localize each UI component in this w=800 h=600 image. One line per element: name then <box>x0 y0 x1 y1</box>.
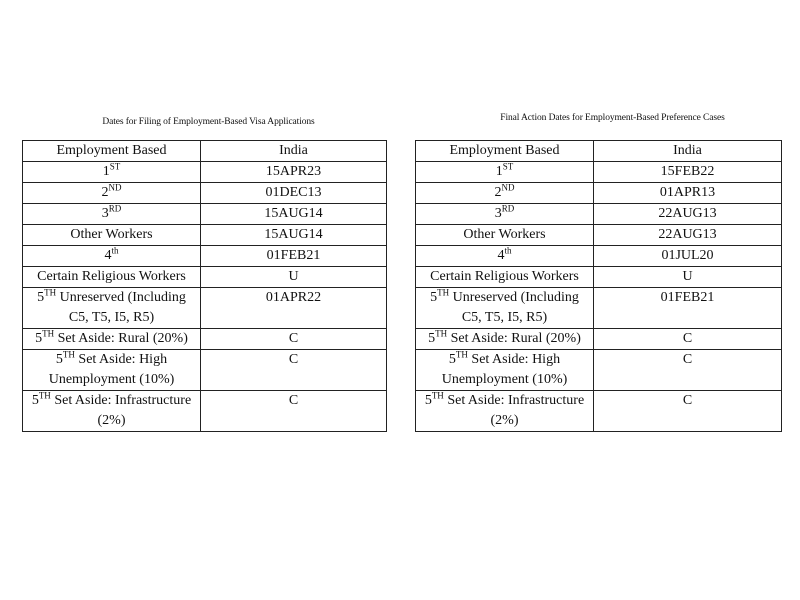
table-header-row <box>416 141 782 162</box>
category-cell <box>416 204 594 225</box>
column-header-country: India <box>201 141 387 162</box>
category-label: Other Workers <box>70 227 153 242</box>
category-label: 5 <box>31 393 39 408</box>
category-cell <box>23 246 201 267</box>
table-row <box>23 329 387 350</box>
category-label: Certain Religious Workers <box>430 269 579 284</box>
date-cell: 01FEB21 <box>201 246 387 267</box>
category-cell <box>23 288 201 329</box>
table-row <box>416 267 782 288</box>
filing-dates-panel <box>22 116 387 432</box>
table-header-row <box>23 141 387 162</box>
table-row <box>416 225 782 246</box>
category-cell <box>23 350 201 391</box>
category-label-rest: Set Aside: Rural (20%) <box>447 331 581 346</box>
date-cell: C <box>594 350 782 391</box>
category-cell <box>416 267 594 288</box>
final-action-panel <box>415 112 782 432</box>
table-row <box>416 204 782 225</box>
date-cell: 22AUG13 <box>594 225 782 246</box>
category-label: 3 <box>494 206 502 221</box>
date-cell: C <box>201 391 387 432</box>
date-cell: 01APR13 <box>594 183 782 204</box>
category-label: 3 <box>101 206 109 221</box>
category-cell <box>23 391 201 432</box>
category-label: 5 <box>448 352 456 367</box>
category-cell <box>416 246 594 267</box>
category-cell <box>416 162 594 183</box>
table-row <box>23 288 387 329</box>
category-cell <box>416 183 594 204</box>
table-row <box>23 246 387 267</box>
category-label: 5 <box>35 331 43 346</box>
table-row <box>23 391 387 432</box>
date-cell: 01JUL20 <box>594 246 782 267</box>
category-cell <box>416 329 594 350</box>
date-cell: U <box>594 267 782 288</box>
ordinal-suffix: TH <box>455 349 468 360</box>
category-label: 5 <box>424 393 432 408</box>
ordinal-suffix: TH <box>435 328 448 339</box>
category-label-rest: Unreserved (Including C5, T5, I5, R5) <box>449 290 579 325</box>
category-label: 1 <box>102 164 110 179</box>
ordinal-suffix: TH <box>38 390 51 401</box>
ordinal-suffix: TH <box>62 349 75 360</box>
filing-dates-caption: Dates for Filing of Employment-Based Visa Applications <box>102 117 315 127</box>
ordinal-suffix: RD <box>108 203 122 214</box>
category-cell <box>416 288 594 329</box>
category-label: 5 <box>428 331 436 346</box>
ordinal-suffix: TH <box>42 328 55 339</box>
date-cell: U <box>201 267 387 288</box>
date-cell: 01APR22 <box>201 288 387 329</box>
category-label: 4 <box>497 248 505 263</box>
column-header-category: Employment Based <box>23 141 201 162</box>
ordinal-suffix: TH <box>437 287 450 298</box>
category-cell <box>23 225 201 246</box>
category-label: 5 <box>37 290 45 305</box>
table-row <box>416 162 782 183</box>
table-row <box>416 391 782 432</box>
ordinal-suffix: TH <box>431 390 444 401</box>
category-label: Certain Religious Workers <box>37 269 186 284</box>
category-cell <box>23 267 201 288</box>
table-row <box>23 350 387 391</box>
table-row <box>23 162 387 183</box>
ordinal-suffix: th <box>504 245 512 256</box>
ordinal-suffix: RD <box>501 203 515 214</box>
table-body <box>416 162 782 432</box>
category-cell <box>416 225 594 246</box>
date-cell: C <box>594 329 782 350</box>
category-label-rest: Set Aside: Rural (20%) <box>54 331 188 346</box>
category-label-rest: Set Aside: Infrastructure (2%) <box>443 393 585 428</box>
table-row <box>416 329 782 350</box>
category-label: 4 <box>104 248 112 263</box>
date-cell: 01FEB21 <box>594 288 782 329</box>
table-body <box>23 162 387 432</box>
category-label: 5 <box>430 290 438 305</box>
category-cell <box>23 162 201 183</box>
ordinal-suffix: ST <box>502 161 514 172</box>
ordinal-suffix: ND <box>501 182 515 193</box>
category-label: 5 <box>55 352 63 367</box>
table-row <box>23 267 387 288</box>
date-cell: 15APR23 <box>201 162 387 183</box>
date-cell: 01DEC13 <box>201 183 387 204</box>
category-cell <box>416 391 594 432</box>
column-header-category: Employment Based <box>416 141 594 162</box>
category-label-rest: Unreserved (Including C5, T5, I5, R5) <box>56 290 186 325</box>
category-cell <box>416 350 594 391</box>
category-cell <box>23 204 201 225</box>
date-cell: 15FEB22 <box>594 162 782 183</box>
date-cell: 15AUG14 <box>201 225 387 246</box>
category-label: 2 <box>101 185 109 200</box>
category-cell <box>23 329 201 350</box>
final-action-table <box>415 140 782 432</box>
date-cell: C <box>594 391 782 432</box>
category-label: 1 <box>495 164 503 179</box>
date-cell: C <box>201 329 387 350</box>
ordinal-suffix: th <box>111 245 119 256</box>
category-label: 2 <box>494 185 502 200</box>
table-row <box>23 183 387 204</box>
final-action-caption: Final Action Dates for Employment-Based Preference Cases <box>500 113 725 123</box>
category-label-rest: Set Aside: Infrastructure (2%) <box>50 393 192 428</box>
filing-dates-table <box>22 140 387 432</box>
category-label-rest: Set Aside: High Unemployment (10%) <box>441 352 568 387</box>
table-row <box>416 288 782 329</box>
date-cell: C <box>201 350 387 391</box>
ordinal-suffix: TH <box>44 287 57 298</box>
table-row <box>23 204 387 225</box>
column-header-country: India <box>594 141 782 162</box>
ordinal-suffix: ST <box>109 161 121 172</box>
date-cell: 22AUG13 <box>594 204 782 225</box>
table-row <box>23 225 387 246</box>
table-row <box>416 350 782 391</box>
category-label: Other Workers <box>463 227 546 242</box>
table-row <box>416 246 782 267</box>
category-label-rest: Set Aside: High Unemployment (10%) <box>48 352 175 387</box>
ordinal-suffix: ND <box>108 182 122 193</box>
table-row <box>416 183 782 204</box>
date-cell: 15AUG14 <box>201 204 387 225</box>
category-cell <box>23 183 201 204</box>
